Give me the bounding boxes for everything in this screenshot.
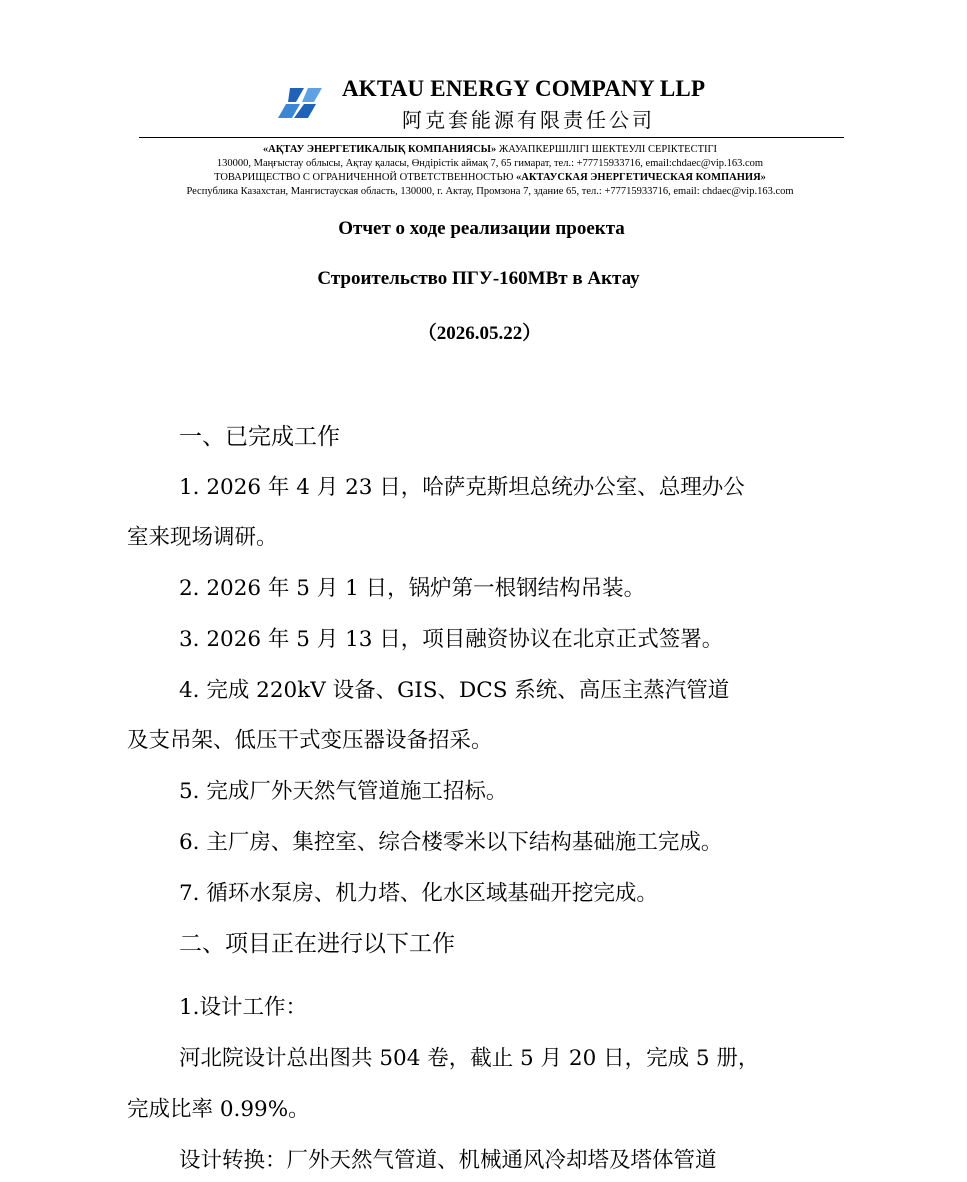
completed-item-1-line1: 1. 2026 年 4 月 23 日，哈萨克斯坦总统办公室、总理办公: [179, 475, 745, 500]
design-progress-line2: 完成比率 0.99%。: [127, 1097, 310, 1122]
completed-item-6: 6. 主厂房、集控室、综合楼零米以下结构基础施工完成。: [179, 830, 723, 855]
report-date: （2026.05.22）: [417, 323, 542, 344]
kz-company-line: [100, 143, 880, 156]
completed-item-2: 2. 2026 年 5 月 1 日，锅炉第一根钢结构吊装。: [179, 576, 646, 601]
completed-item-1-line2: 室来现场调研。: [127, 525, 278, 550]
design-work-subheading: 1.设计工作：: [179, 995, 308, 1020]
kz-company-suffix: ЖАУАПКЕРШІЛІГІ ШЕКТЕУЛІ СЕРІКТЕСТІГІ: [496, 144, 718, 155]
section-heading-completed: 一、已完成工作: [179, 424, 340, 450]
completed-item-5: 5. 完成厂外天然气管道施工招标。: [179, 779, 508, 804]
kz-company-name: «АҚТАУ ЭНЕРГЕТИКАЛЫҚ КОМПАНИЯСЫ»: [262, 144, 497, 155]
completed-item-7: 7. 循环水泵房、机力塔、化水区域基础开挖完成。: [179, 881, 658, 906]
report-title: Отчет о ходе реализации проекта: [338, 218, 625, 239]
project-name: Строительство ПГУ-160МВт в Актау: [317, 268, 640, 289]
ru-address-line: Республика Казахстан, Мангистауская область, 130000, г. Актау, Промзона 7, здание 65, тел.: +77715933716, email: chdaec@vip.163.com: [186, 186, 794, 197]
company-name-chinese: 阿克套能源有限责任公司: [402, 108, 655, 132]
completed-item-4-line1: 4. 完成 220kV 设备、GIS、DCS 系统、高压主蒸汽管道: [179, 678, 730, 703]
completed-item-4-line2: 及支吊架、低压干式变压器设备招采。: [127, 728, 493, 753]
ru-company-name: «АКТАУСКАЯ ЭНЕРГЕТИЧЕСКАЯ КОМПАНИЯ»: [516, 172, 766, 183]
letterhead-divider: [139, 137, 844, 138]
company-name-english: AKTAU ENERGY COMPANY LLP: [342, 76, 706, 101]
design-progress-line1: 河北院设计总出图共 504 卷，截止 5 月 20 日，完成 5 册，: [179, 1046, 760, 1071]
section-heading-in-progress: 二、项目正在进行以下工作: [179, 931, 455, 957]
completed-item-3: 3. 2026 年 5 月 13 日，项目融资协议在北京正式签署。: [179, 627, 724, 652]
kz-address-line: 130000, Маңғыстау облысы, Ақтау қаласы, Өндірістік аймақ 7, 65 гимарат, тел.: +77715933716, email:chdaec@vip.163.com: [216, 158, 764, 169]
design-conversion-line1: 设计转换：厂外天然气管道、机械通风冷却塔及塔体管道: [179, 1148, 717, 1173]
ru-company-prefix: ТОВАРИЩЕСТВО С ОГРАНИЧЕННОЙ ОТВЕТСТВЕННОСТЬЮ: [214, 172, 517, 183]
company-logo-icon: [276, 86, 326, 120]
ru-company-line: [100, 171, 880, 184]
